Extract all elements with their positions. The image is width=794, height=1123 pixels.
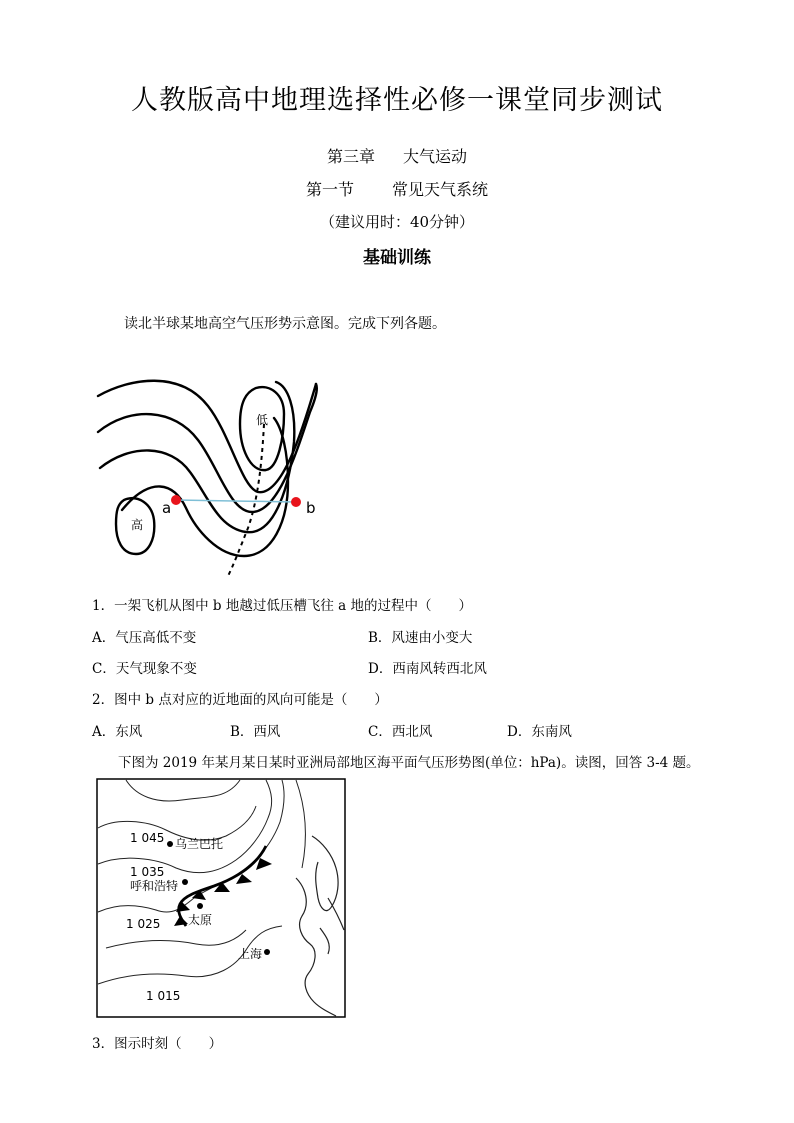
city-dot-hohhot bbox=[182, 879, 188, 885]
isobar-label-1035: 1 035 bbox=[130, 865, 165, 879]
label-high: 高 bbox=[131, 518, 144, 532]
q2-option-a[interactable]: A．东风 bbox=[92, 724, 143, 740]
q2-option-d[interactable]: D．东南风 bbox=[507, 724, 572, 740]
line-ab bbox=[176, 500, 296, 502]
question-2-stem: 2．图中 b 点对应的近地面的风向可能是（ ） bbox=[92, 692, 388, 708]
city-label-taiyuan: 太原 bbox=[188, 913, 213, 927]
city-label-ulaanbaatar: 乌兰巴托 bbox=[175, 837, 224, 851]
label-a: a bbox=[162, 499, 172, 517]
point-b bbox=[291, 497, 301, 507]
isobar-3 bbox=[100, 382, 294, 532]
chapter-heading bbox=[0, 144, 794, 167]
isobar-label-1025: 1 025 bbox=[126, 917, 161, 931]
chapter-name: 大气运动 bbox=[403, 147, 468, 166]
isobar-label-1045: 1 045 bbox=[130, 831, 165, 845]
part-title: 基础训练 bbox=[363, 248, 431, 268]
point-a bbox=[171, 495, 181, 505]
city-dot-ulaanbaatar bbox=[167, 841, 173, 847]
q2-option-c[interactable]: C．西北风 bbox=[368, 724, 433, 740]
q1-option-c[interactable]: C．天气现象不变 bbox=[92, 661, 197, 677]
isobar-inner bbox=[122, 418, 288, 556]
city-dot-shanghai bbox=[264, 949, 270, 955]
question-1-stem: 1．一架飞机从图中 b 地越过低压槽飞往 a 地的过程中（ ） bbox=[92, 598, 472, 614]
sea-level-pressure-map bbox=[96, 778, 346, 1018]
city-label-hohhot: 呼和浩特 bbox=[130, 879, 179, 893]
time-hint: （建议用时：40分钟） bbox=[319, 213, 475, 231]
label-low: 低 bbox=[256, 413, 269, 427]
pressure-trough-figure bbox=[90, 372, 330, 582]
question-3-stem: 3．图示时刻（ ） bbox=[92, 1036, 223, 1052]
page-title: 人教版高中地理选择性必修一课堂同步测试 bbox=[131, 85, 663, 116]
city-dot-taiyuan bbox=[197, 903, 203, 909]
label-b: b bbox=[306, 499, 316, 517]
chapter-number: 第三章 bbox=[326, 147, 375, 166]
intro-text-1: 读北半球某地高空气压形势示意图。完成下列各题。 bbox=[124, 316, 446, 332]
q2-option-b[interactable]: B．西风 bbox=[230, 724, 281, 740]
intro-text-2: 下图为 2019 年某月某日某时亚洲局部地区海平面气压形势图(单位：hPa)。读图，回答 3-4 题。 bbox=[118, 755, 700, 771]
q1-option-a[interactable]: A．气压高低不变 bbox=[92, 630, 197, 646]
section-name: 常见天气系统 bbox=[392, 180, 489, 199]
isobar-label-1015: 1 015 bbox=[146, 989, 181, 1003]
q1-option-d[interactable]: D．西南风转西北风 bbox=[368, 661, 487, 677]
city-label-shanghai: 上海 bbox=[238, 947, 263, 961]
q1-option-b[interactable]: B．风速由小变大 bbox=[368, 630, 473, 646]
section-number: 第一节 bbox=[305, 180, 354, 199]
section-heading bbox=[0, 177, 794, 200]
